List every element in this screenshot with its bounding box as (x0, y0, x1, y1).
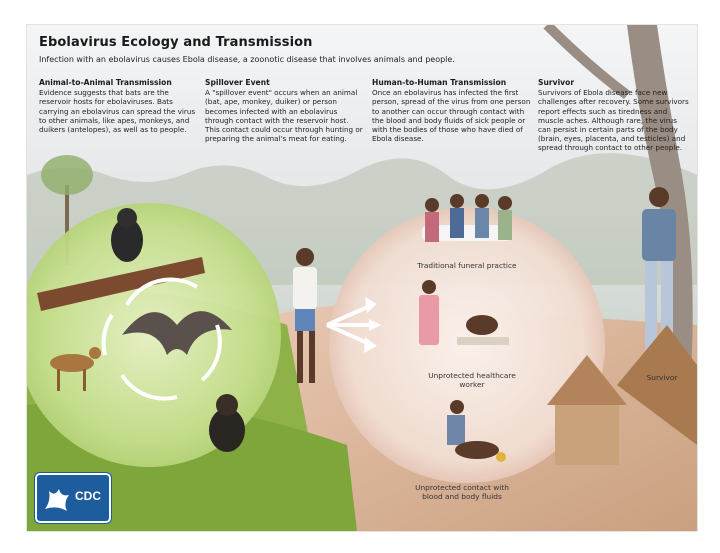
label-healthcare-worker: Unprotected healthcare worker (428, 371, 516, 389)
section-heading: Survivor (538, 78, 575, 87)
cdc-logo-text: CDC (75, 489, 101, 503)
page-subtitle: Infection with an ebolavirus causes Ebola disease, a zoonotic disease that involves animals and people. (39, 55, 455, 64)
section-heading: Human-to-Human Transmission (372, 78, 507, 87)
section-heading: Animal-to-Animal Transmission (39, 78, 172, 87)
label-funeral-practice: Traditional funeral practice (417, 261, 517, 270)
section-text: Once an ebolavirus has infected the first person, spread of the virus from one person to another can occur through contact with the blood and body fluids of sick people or with the bodies of those who have died of Ebola disease. (372, 88, 531, 144)
label-survivor: Survivor (646, 373, 678, 382)
hhs-eagle-icon (41, 481, 75, 515)
section-survivor (538, 78, 690, 153)
cdc-logo (35, 473, 111, 523)
section-text: A "spillover event" occurs when an animal (bat, ape, monkey, duiker) or person becomes infected with an ebolavirus through contact with the reservoir host. This contact could occur through hunting or preparing the animal's meat for eating. (205, 88, 363, 144)
section-heading: Spillover Event (205, 78, 270, 87)
section-animal-to-animal (39, 78, 199, 134)
section-human-to-human (372, 78, 532, 143)
section-spillover-event (205, 78, 365, 143)
ebola-infographic (26, 24, 698, 532)
label-unprotected-contact: Unprotected contact with blood and body fluids (415, 483, 509, 501)
page-title: Ebolavirus Ecology and Transmission (39, 35, 313, 50)
section-text: Survivors of Ebola disease face new challenges after recovery. Some survivors report effects such as tiredness and muscle aches. Although rare, the virus can persist in certain parts of the body (brain, eyes, placenta, and testicles) and spread through contact to other people. (538, 88, 689, 153)
section-text: Evidence suggests that bats are the reservoir hosts for ebolaviruses. Bats carrying an ebolavirus can spread the virus to other animals, like apes, monkeys, and duikers (antelopes), as well as to people. (39, 88, 196, 135)
